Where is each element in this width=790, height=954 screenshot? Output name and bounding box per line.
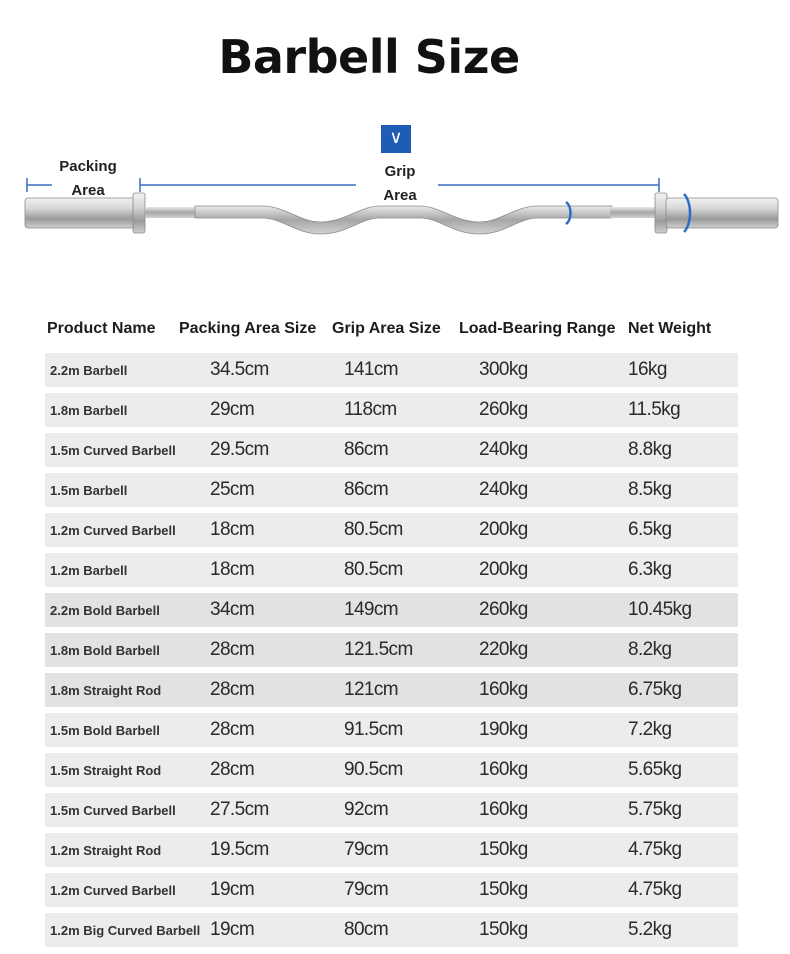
cell-grip-area-size: 121.5cm [344, 633, 479, 667]
table-row [45, 753, 738, 787]
cell-net-weight: 8.5kg [634, 473, 738, 507]
table-row [45, 873, 738, 907]
cell-product-name: 1.8m Straight Rod [45, 673, 207, 707]
cell-load-bearing-range: 150kg [479, 913, 634, 947]
table-row [45, 433, 738, 467]
cell-net-weight: 10.45kg [634, 593, 738, 627]
cell-packing-area-size: 28cm [207, 713, 344, 747]
cell-net-weight: 6.5kg [634, 513, 738, 547]
cell-load-bearing-range: 160kg [479, 673, 634, 707]
cell-packing-area-size: 28cm [207, 753, 344, 787]
cell-product-name: 1.5m Curved Barbell [45, 433, 207, 467]
cell-packing-area-size: 28cm [207, 633, 344, 667]
table-row [45, 473, 738, 507]
cell-product-name: 2.2m Bold Barbell [45, 593, 207, 627]
table-row [45, 393, 738, 427]
cell-grip-area-size: 90.5cm [344, 753, 479, 787]
table-row [45, 633, 738, 667]
header-net-weight: Net Weight [628, 320, 712, 337]
cell-net-weight: 7.2kg [634, 713, 738, 747]
cell-grip-area-size: 79cm [344, 873, 479, 907]
cell-grip-area-size: 118cm [344, 393, 479, 427]
cell-load-bearing-range: 260kg [479, 393, 634, 427]
table-row [45, 513, 738, 547]
table-row [45, 913, 738, 947]
cell-net-weight: 5.75kg [634, 793, 738, 827]
cell-grip-area-size: 92cm [344, 793, 479, 827]
cell-net-weight: 11.5kg [634, 393, 738, 427]
cell-grip-area-size: 141cm [344, 353, 479, 387]
cell-grip-area-size: 121cm [344, 673, 479, 707]
cell-product-name: 1.2m Straight Rod [45, 833, 207, 867]
right-bar-neck [610, 207, 658, 218]
cell-packing-area-size: 28cm [207, 673, 344, 707]
header-grip-area-size: Grip Area Size [332, 320, 441, 337]
cell-net-weight: 6.3kg [634, 553, 738, 587]
header-packing-area-size: Packing Area Size [179, 320, 317, 337]
cell-load-bearing-range: 200kg [479, 553, 634, 587]
barbell-spec-table [45, 305, 738, 953]
header-product-name: Product Name [47, 320, 156, 337]
cell-product-name: 1.2m Curved Barbell [45, 873, 207, 907]
table-row [45, 713, 738, 747]
grip-area-label-line2: Area [383, 187, 417, 204]
table-body [45, 353, 738, 947]
curved-grip-bar [195, 206, 612, 234]
cell-packing-area-size: 29cm [207, 393, 344, 427]
cell-net-weight: 16kg [634, 353, 738, 387]
cell-grip-area-size: 149cm [344, 593, 479, 627]
cell-net-weight: 8.2kg [634, 633, 738, 667]
cell-packing-area-size: 18cm [207, 513, 344, 547]
cell-packing-area-size: 34.5cm [207, 353, 344, 387]
cell-packing-area-size: 19.5cm [207, 833, 344, 867]
cell-net-weight: 5.2kg [634, 913, 738, 947]
cell-load-bearing-range: 160kg [479, 753, 634, 787]
packing-area-label-line1: Packing [59, 158, 117, 175]
grip-area-label-line1: Grip [384, 163, 416, 180]
cell-net-weight: 4.75kg [634, 833, 738, 867]
cell-load-bearing-range: 150kg [479, 833, 634, 867]
table-row [45, 833, 738, 867]
cell-product-name: 1.2m Barbell [45, 553, 207, 587]
cell-product-name: 1.5m Barbell [45, 473, 207, 507]
cell-load-bearing-range: 160kg [479, 793, 634, 827]
right-sleeve [666, 198, 778, 228]
right-collar [655, 193, 667, 233]
table-row [45, 673, 738, 707]
grip-area-label [366, 160, 434, 208]
cell-grip-area-size: 80.5cm [344, 553, 479, 587]
cell-product-name: 1.8m Barbell [45, 393, 207, 427]
cell-load-bearing-range: 300kg [479, 353, 634, 387]
cell-load-bearing-range: 240kg [479, 433, 634, 467]
header-load-bearing-range: Load-Bearing Range [459, 320, 616, 337]
cell-grip-area-size: 86cm [344, 433, 479, 467]
table-row [45, 593, 738, 627]
cell-grip-area-size: 80cm [344, 913, 479, 947]
cell-load-bearing-range: 190kg [479, 713, 634, 747]
cell-grip-area-size: 86cm [344, 473, 479, 507]
packing-area-label-line2: Area [71, 182, 105, 199]
cell-product-name: 1.2m Curved Barbell [45, 513, 207, 547]
left-collar [133, 193, 145, 233]
table-header-row [45, 311, 738, 347]
cell-grip-area-size: 79cm [344, 833, 479, 867]
cell-product-name: 2.2m Barbell [45, 353, 207, 387]
cell-grip-area-size: 91.5cm [344, 713, 479, 747]
left-bar-neck [145, 207, 197, 218]
cell-packing-area-size: 25cm [207, 473, 344, 507]
cell-load-bearing-range: 240kg [479, 473, 634, 507]
cell-product-name: 1.5m Bold Barbell [45, 713, 207, 747]
cell-net-weight: 8.8kg [634, 433, 738, 467]
cell-packing-area-size: 19cm [207, 913, 344, 947]
cell-packing-area-size: 34cm [207, 593, 344, 627]
table-row [45, 353, 738, 387]
table-row [45, 793, 738, 827]
table-row [45, 553, 738, 587]
cell-packing-area-size: 29.5cm [207, 433, 344, 467]
cell-load-bearing-range: 220kg [479, 633, 634, 667]
cell-packing-area-size: 27.5cm [207, 793, 344, 827]
page-title: Barbell Size [218, 30, 520, 84]
cell-net-weight: 4.75kg [634, 873, 738, 907]
chevron-down-icon: ∨ [381, 125, 411, 153]
cell-product-name: 1.8m Bold Barbell [45, 633, 207, 667]
cell-load-bearing-range: 200kg [479, 513, 634, 547]
cell-load-bearing-range: 150kg [479, 873, 634, 907]
cell-packing-area-size: 19cm [207, 873, 344, 907]
cell-product-name: 1.5m Straight Rod [45, 753, 207, 787]
cell-net-weight: 5.65kg [634, 753, 738, 787]
cell-load-bearing-range: 260kg [479, 593, 634, 627]
cell-net-weight: 6.75kg [634, 673, 738, 707]
cell-packing-area-size: 18cm [207, 553, 344, 587]
cell-product-name: 1.5m Curved Barbell [45, 793, 207, 827]
cell-grip-area-size: 80.5cm [344, 513, 479, 547]
cell-product-name: 1.2m Big Curved Barbell [45, 913, 207, 947]
packing-area-label [50, 155, 126, 203]
